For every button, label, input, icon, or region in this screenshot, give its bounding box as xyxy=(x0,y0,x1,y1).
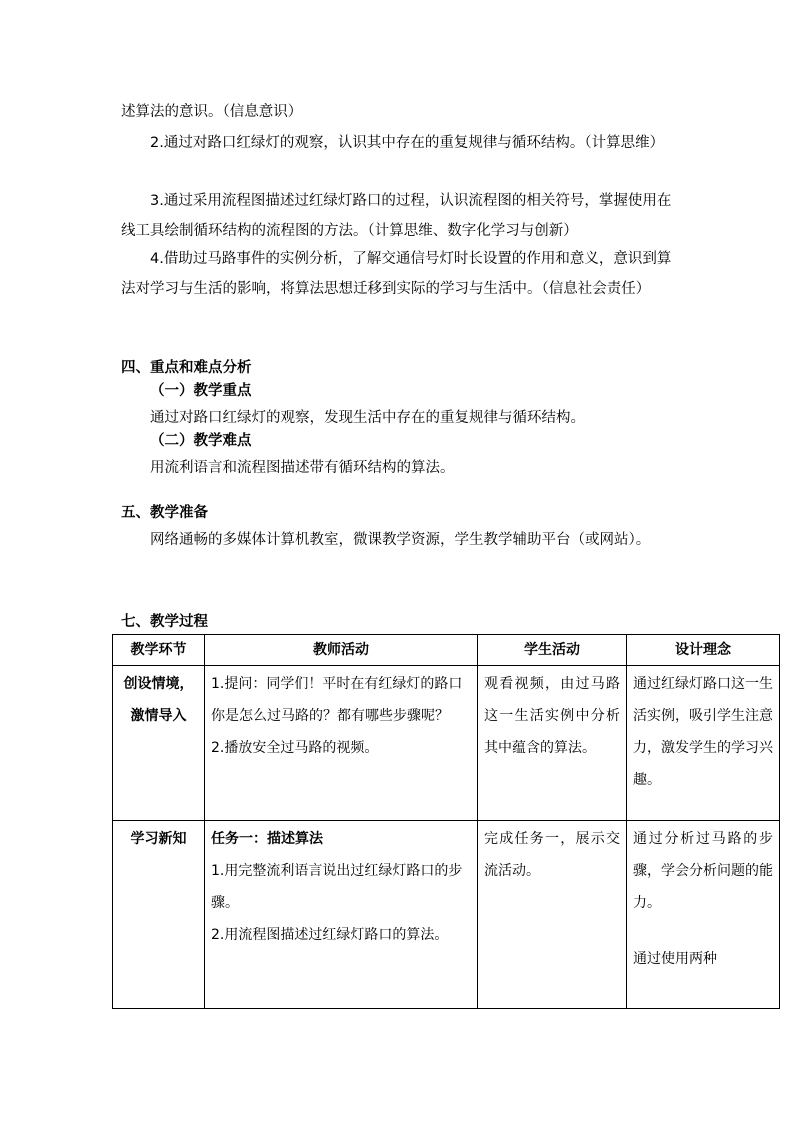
row2-design-text2: 通过使用两种 xyxy=(633,951,717,967)
section-5-heading: 五、教学准备 xyxy=(121,505,208,521)
section-4-sub1: （一）教学重点 xyxy=(150,383,252,399)
row1-teacher-item1: 1.提问：同学们！平时在有红绿灯的路口你是怎么过马路的？都有哪些步骤呢？ xyxy=(211,676,463,724)
header-design: 设计理念 xyxy=(627,635,780,666)
objective-3: 3.通过采用流程图描述过红绿灯路口的过程，认识流程图的相关符号，掌握使用在线工具绘制循环结构的流程图的方法。（计算思维、数字化学习与创新） xyxy=(121,193,672,239)
row1-teacher-item2: 2.播放安全过马路的视频。 xyxy=(211,740,379,756)
objective-1-tail: 述算法的意识。（信息意识） xyxy=(121,104,303,120)
teaching-process-table xyxy=(112,634,780,1009)
row2-design-spacer xyxy=(633,919,773,943)
table-row xyxy=(113,821,780,1009)
header-stage: 教学环节 xyxy=(113,635,205,666)
row1-student: 观看视频，由过马路这一生活实例中分析其中蕴含的算法。 xyxy=(478,666,627,821)
table-header-row xyxy=(113,635,780,666)
row2-stage: 学习新知 xyxy=(113,821,205,1009)
section-5-text: 网络通畅的多媒体计算机教室，微课教学资源，学生教学辅助平台（或网站）。 xyxy=(150,532,651,548)
row1-design: 通过红绿灯路口这一生活实例，吸引学生注意力，激发学生的学习兴趣。 xyxy=(627,666,780,821)
section-4-sub2-text: 用流利语言和流程图描述带有循环结构的算法。 xyxy=(150,460,455,476)
section-7-heading: 七、教学过程 xyxy=(121,614,208,630)
objective-4: 4.借助过马路事件的实例分析，了解交通信号灯时长设置的作用和意义，意识到算法对学习与生活的影响，将算法思想迁移到实际的学习与生活中。（信息社会责任） xyxy=(121,251,672,297)
row1-stage: 创设情境，激情导入 xyxy=(113,666,205,821)
section-4-heading: 四、重点和难点分析 xyxy=(121,360,252,376)
header-student: 学生活动 xyxy=(478,635,627,666)
section-4-sub1-text: 通过对路口红绿灯的观察，发现生活中存在的重复规律与循环结构。 xyxy=(150,410,585,426)
table-row xyxy=(113,666,780,821)
row2-teacher-item1: 1.用完整流利语言说出过红绿灯路口的步骤。 xyxy=(211,863,463,911)
row1-teacher xyxy=(205,666,478,821)
header-teacher: 教师活动 xyxy=(205,635,478,666)
row2-design xyxy=(627,821,780,1009)
row2-task-title: 任务一：描述算法 xyxy=(211,831,323,847)
section-4-sub2: （二）教学难点 xyxy=(150,433,252,449)
row2-teacher xyxy=(205,821,478,1009)
row2-teacher-item2: 2.用流程图描述过红绿灯路口的算法。 xyxy=(211,927,449,943)
row2-design-text1: 通过分析过马路的步骤，学会分析问题的能力。 xyxy=(633,831,773,911)
row2-student: 完成任务一，展示交流活动。 xyxy=(478,821,627,1009)
objective-2: 2.通过对路口红绿灯的观察，认识其中存在的重复规律与循环结构。（计算思维） xyxy=(150,135,665,151)
